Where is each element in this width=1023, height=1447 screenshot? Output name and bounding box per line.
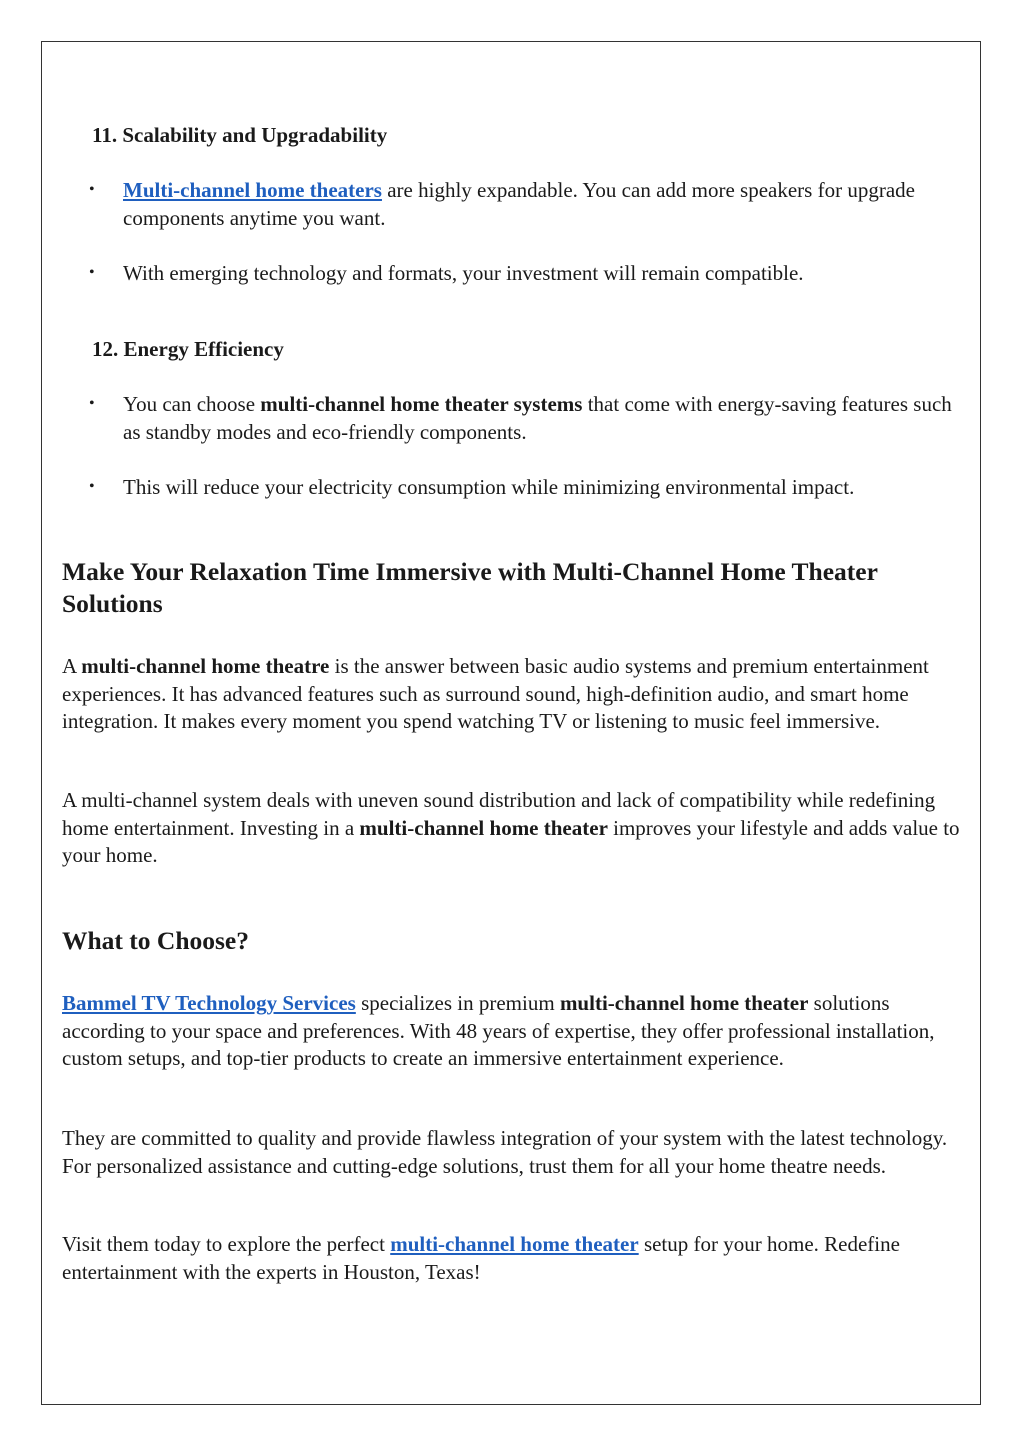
section-12-heading: 12. Energy Efficiency xyxy=(92,337,284,361)
choose-paragraph-3 xyxy=(62,1231,962,1286)
bullet-text: that come with energy-saving features such as standby modes and eco-friendly components. xyxy=(123,392,952,444)
bammel-tv-link[interactable]: Bammel TV Technology Services xyxy=(62,991,356,1015)
list-item xyxy=(89,390,973,446)
paragraph-text: solutions according to your space and preferences. With 48 years of expertise, they offer professional installation, custom setups, and top-tier products to create an immersive entertainment experience. xyxy=(62,991,935,1071)
paragraph-text: Visit them today to explore the perfect xyxy=(62,1232,391,1256)
bullet-text: With emerging technology and formats, your investment will remain compatible. xyxy=(123,261,804,285)
what-to-choose-heading: What to Choose? xyxy=(62,926,250,955)
bullet-icon: • xyxy=(89,478,95,495)
paragraph-bold-text: multi-channel home theatre xyxy=(81,654,330,678)
choose-paragraph-2: They are committed to quality and provide flawless integration of your system with the latest technology. For personalized assistance and cutting-edge solutions, trust them for all your home theatre needs. xyxy=(62,1126,948,1178)
relaxation-paragraph-1 xyxy=(62,653,962,736)
paragraph-text: specializes in premium xyxy=(355,991,560,1015)
list-item xyxy=(89,473,973,501)
bullet-icon: • xyxy=(89,181,95,198)
section-11-heading: 11. Scalability and Upgradability xyxy=(92,123,388,147)
bullet-bold-text: multi-channel home theater systems xyxy=(260,392,583,416)
list-item xyxy=(89,259,973,287)
relaxation-paragraph-2 xyxy=(62,787,962,870)
paragraph-bold-text: multi-channel home theater xyxy=(359,815,608,840)
relaxation-heading: Make Your Relaxation Time Immersive with Multi-Channel Home Theater Solutions xyxy=(62,557,878,618)
bullet-text: are highly expandable. You can add more speakers for upgrade components anytime you want. xyxy=(123,178,915,230)
choose-paragraph-1 xyxy=(62,990,962,1073)
bullet-text: This will reduce your electricity consumption while minimizing environmental impact. xyxy=(123,475,855,499)
bullet-text: You can choose xyxy=(123,392,261,416)
bullet-icon: • xyxy=(89,395,95,412)
paragraph-text: is the answer between basic audio systems and premium entertainment experiences. It has advanced features such as surround sound, high-definition audio, and smart home integration. It makes every moment you spend watching TV or listening to music feel immersive. xyxy=(62,654,929,734)
paragraph-text: A multi-channel system deals with uneven sound distribution and lack of compatibility while redefining home entertainment. Investing in a xyxy=(62,788,936,840)
bullet-icon: • xyxy=(89,264,95,281)
list-item xyxy=(89,176,973,232)
paragraph-text: A xyxy=(62,654,82,678)
paragraph-bold-text: multi-channel home theater xyxy=(559,991,809,1015)
paragraph-text: improves your lifestyle and adds value to your home. xyxy=(62,815,960,868)
multi-channel-home-theaters-link[interactable]: Multi-channel home theaters xyxy=(123,178,382,202)
paragraph-text: setup for your home. Redefine entertainment with the experts in Houston, Texas! xyxy=(62,1232,900,1284)
multi-channel-home-theater-link[interactable]: multi-channel home theater xyxy=(390,1232,639,1256)
